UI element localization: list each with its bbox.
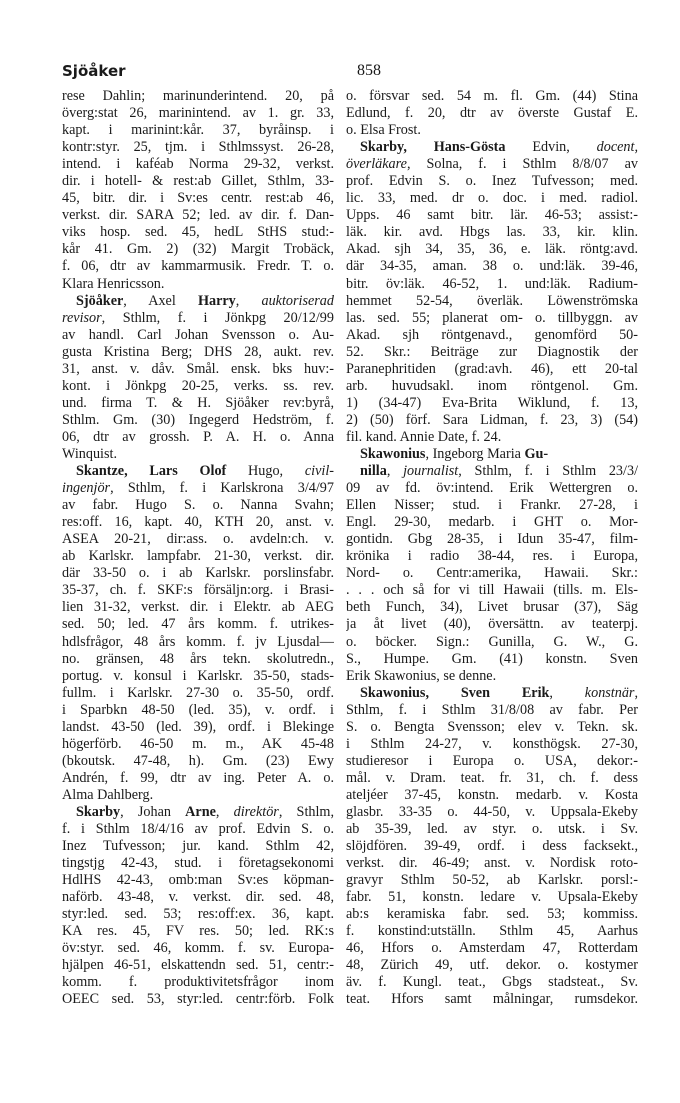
text-run: intend. i kaféab Norma 29-32, verkst. bbox=[62, 156, 334, 173]
text-run: , bbox=[215, 803, 234, 820]
text-line bbox=[62, 991, 334, 1008]
text-run: o. böcker. Sign.: Gunilla, G. W., G. bbox=[346, 633, 638, 650]
entry-heading-line bbox=[346, 446, 638, 463]
text-run: där 33-50 o. i ab Karlskr. porslinsfabr. bbox=[62, 565, 334, 582]
text-line bbox=[346, 855, 638, 872]
text-run: fabr. 51, konstn. ledare v. Upsala-Ekeby bbox=[346, 889, 638, 906]
text-line bbox=[62, 923, 334, 940]
text-run: ja åt livet (40), översättn. av teaterpj. bbox=[346, 616, 638, 633]
text-line bbox=[346, 122, 638, 139]
text-run: lien 31-32, verkst. dir. i Elektr. ab AEG bbox=[62, 599, 334, 616]
text-run: av handl. Carl Johan Svensson o. Au- bbox=[62, 326, 334, 343]
text-run: 35-37, ch. f. SKF:s försäljn:org. i Brasi- bbox=[62, 582, 334, 599]
text-line bbox=[346, 804, 638, 821]
text-run: , bbox=[235, 292, 262, 309]
page-number: 858 bbox=[357, 62, 381, 79]
text-line bbox=[62, 651, 334, 668]
text-run: Inez Tufvesson; jur. kand. Sthlm 42, bbox=[62, 838, 334, 855]
text-run: , Sthlm, f. i Jönkpg 20/12/99 bbox=[101, 309, 334, 326]
entry-name: Gu- bbox=[524, 445, 549, 462]
text-line bbox=[346, 412, 638, 429]
text-line bbox=[62, 190, 334, 207]
entry-name: Skarby, Hans-Gösta bbox=[360, 139, 506, 156]
entry-name: Skawonius bbox=[360, 445, 426, 462]
text-run: Engl. 29-30, medarb. i GHT o. Mor- bbox=[346, 514, 638, 531]
text-run: överg:stat 26, marinintend. av 1. gr. 33, bbox=[62, 105, 334, 122]
text-run: Akad. sjh röntgenavd., genomförd 50- bbox=[346, 326, 638, 343]
text-line bbox=[346, 923, 638, 940]
text-run: gusta Kristina Berg; DHS 28, aukt. rev. bbox=[62, 343, 334, 360]
text-line bbox=[62, 497, 334, 514]
text-line bbox=[346, 395, 638, 412]
text-line bbox=[346, 258, 638, 275]
text-line bbox=[346, 310, 638, 327]
text-run: 52. Skr.: Beiträge zur Diagnostik der bbox=[346, 343, 638, 360]
running-head: Sjöåker bbox=[62, 62, 126, 80]
occupation: civil- bbox=[304, 463, 334, 480]
text-run: Erik Skawonius, se denne. bbox=[346, 667, 497, 684]
text-line bbox=[62, 207, 334, 224]
text-run: 48, Zürich 49, utf. dekor. o. kostymer bbox=[346, 957, 638, 974]
text-run: lic. 33, med. dr o. doc. i med. radiol. bbox=[346, 190, 638, 207]
occupation: docent, bbox=[596, 139, 638, 156]
text-run: hjälpen 46-51, elskattendn sed. 51, centr:- bbox=[62, 957, 334, 974]
text-line bbox=[62, 872, 334, 889]
text-run: kont. i Jönkpg 20-25, verks. ss. rev. bbox=[62, 377, 334, 394]
text-run: krönika i radio 38-44, res. i Europa, bbox=[346, 548, 638, 565]
text-line bbox=[62, 940, 334, 957]
text-line bbox=[62, 787, 334, 804]
text-run: (bkoutsk. 47-48, h). Gm. (23) Ewy bbox=[62, 752, 334, 769]
text-line bbox=[62, 702, 334, 719]
text-line bbox=[346, 753, 638, 770]
text-line bbox=[346, 531, 638, 548]
text-run: 45, bitr. dir. i Sv:es centr. rest:ab 46, bbox=[62, 190, 334, 207]
text-run: f. i Sthlm 18/4/16 av prof. Edvin S. o. bbox=[62, 821, 334, 838]
text-line bbox=[346, 156, 638, 173]
text-line bbox=[346, 821, 638, 838]
text-line bbox=[62, 258, 334, 275]
text-run: HdlHS 42-43, omb:man Sv:es köpman- bbox=[62, 872, 334, 889]
text-line bbox=[346, 889, 638, 906]
text-line bbox=[62, 378, 334, 395]
text-run: OEEC sed. 53, styr:led. centr:förb. Folk bbox=[62, 991, 334, 1008]
text-line bbox=[62, 276, 334, 293]
text-run: gravyr Sthlm 50-52, ab Karlskr. porsl:- bbox=[346, 872, 638, 889]
text-run: 06, dtr av grossh. P. A. H. o. Anna bbox=[62, 428, 334, 445]
text-run: Ellen Nisser; stud. i Frankr. 27-28, i bbox=[346, 497, 638, 514]
text-line bbox=[346, 361, 638, 378]
text-run: ab:s keramiska fabr. sed. 53; kommiss. bbox=[346, 906, 638, 923]
text-run: där 34-35, aman. 38 o. und:läk. 39-46, bbox=[346, 258, 638, 275]
text-line bbox=[346, 480, 638, 497]
text-line bbox=[62, 599, 334, 616]
text-run: 31, anst. v. dåv. Smål. ensk. bks huv:- bbox=[62, 360, 334, 377]
text-line bbox=[62, 105, 334, 122]
text-run: 46, Hfors o. Amsterdam 47, Rotterdam bbox=[346, 940, 638, 957]
text-run: ASEA 20-21, dir:ass. o. avdeln:ch. v. bbox=[62, 531, 334, 548]
occupation: journalist bbox=[403, 463, 459, 480]
text-run: kapt. i marinint:kår. 37, byråinsp. i bbox=[62, 122, 334, 139]
text-line bbox=[346, 327, 638, 344]
text-run: tingstjg 42-43, stud. i företagsekonomi bbox=[62, 855, 334, 872]
text-line bbox=[62, 395, 334, 412]
text-line bbox=[62, 736, 334, 753]
occupation: revisor bbox=[62, 309, 102, 326]
entry-name: Skawonius, Sven Erik bbox=[360, 684, 550, 701]
text-run: , Ingeborg Maria bbox=[425, 445, 525, 462]
text-run: slöjdfören. 39-49, ordf. i dess facksekt., bbox=[346, 838, 638, 855]
text-run: , Axel bbox=[123, 292, 198, 309]
text-line bbox=[346, 991, 638, 1008]
text-run: hemmet 52-54, överläk. Löwenströmska bbox=[346, 292, 638, 309]
text-line bbox=[346, 548, 638, 565]
text-line bbox=[346, 872, 638, 889]
text-line bbox=[346, 599, 638, 616]
text-run: , Sthlm, bbox=[278, 803, 334, 820]
text-line bbox=[62, 974, 334, 991]
text-line bbox=[62, 173, 334, 190]
entry-name: Skarby bbox=[76, 803, 121, 820]
text-run: Edvin, bbox=[505, 139, 597, 156]
text-run: Akad. sjh 34, 35, 36, e. läk. röntg:avd. bbox=[346, 241, 638, 258]
text-line bbox=[346, 719, 638, 736]
text-line bbox=[346, 429, 638, 446]
text-run: 09 av fd. öv:intend. Erik Wettergren o. bbox=[346, 480, 638, 497]
text-line bbox=[62, 241, 334, 258]
text-line bbox=[62, 156, 334, 173]
text-line bbox=[346, 173, 638, 190]
text-run: und. firma T. & H. Sjöåker rev:byrå, bbox=[62, 394, 334, 411]
text-run: res:off. 16, kapt. 40, KTH 20, anst. v. bbox=[62, 514, 334, 531]
text-run: landst. 43-50 (led. 39), ordf. i Blekinge bbox=[62, 718, 334, 735]
text-run: Hugo, bbox=[226, 463, 305, 480]
text-run: , Sthlm, f. i Sthlm 23/3/ bbox=[458, 463, 638, 480]
text-run: , bbox=[634, 684, 638, 701]
text-run: las. sed. 55; planerat om- o. tillbyggn. av bbox=[346, 309, 638, 326]
text-run: Sthlm, f. i Sthlm 31/8/08 av fabr. Per bbox=[346, 701, 638, 718]
text-line bbox=[62, 821, 334, 838]
text-line bbox=[346, 293, 638, 310]
text-run: S. o. Bengta Svensson; elev v. Tekn. sk. bbox=[346, 718, 638, 735]
text-run: studieresor i Europa o. USA, dekor:- bbox=[346, 752, 638, 769]
entry-heading-line bbox=[62, 463, 334, 480]
entry-heading-line bbox=[346, 463, 638, 480]
entry-name: Harry bbox=[197, 292, 236, 309]
text-run: öv:styr. sed. 46, komm. f. sv. Europa- bbox=[62, 940, 334, 957]
text-line bbox=[346, 207, 638, 224]
entry-name: Arne bbox=[185, 803, 216, 820]
text-run: Sthlm. Gm. (30) Ingegerd Hedström, f. bbox=[62, 411, 334, 428]
text-line bbox=[62, 429, 334, 446]
text-run: av fabr. Hugo S. o. Nanna Svahn; bbox=[62, 497, 334, 514]
text-run: , Johan bbox=[120, 803, 186, 820]
entry-name: Sjöåker bbox=[76, 292, 124, 309]
text-run: i Sparbkn 48-50 (led. 35), v. ordf. i bbox=[62, 701, 334, 718]
text-run: viks hosp. sed. 45, hedL StHS stud:- bbox=[62, 224, 334, 241]
text-line bbox=[62, 855, 334, 872]
text-run: arb. huvudsakl. inom röntgenol. Gm. bbox=[346, 377, 638, 394]
text-line bbox=[62, 310, 334, 327]
text-line bbox=[346, 736, 638, 753]
text-line bbox=[62, 838, 334, 855]
text-run: glasbr. 33-35 o. 44-50, v. Uppsala-Ekeby bbox=[346, 803, 638, 820]
occupation: auktoriserad bbox=[261, 292, 334, 309]
text-line bbox=[346, 224, 638, 241]
text-run: no. gränsen, 48 års tekn. skolutredn., bbox=[62, 650, 334, 667]
entry-heading-line bbox=[346, 139, 638, 156]
text-line bbox=[346, 378, 638, 395]
text-run: ateljéer 37-45, konstn. medarb. v. Kosta bbox=[346, 786, 638, 803]
text-line bbox=[62, 957, 334, 974]
text-run: 2) (50) förf. Sara Lidman, f. 23, 3) (54) bbox=[346, 411, 638, 428]
text-run: fullm. i Karlskr. 27-30 o. 35-50, ordf. bbox=[62, 684, 334, 701]
text-run: Winquist. bbox=[62, 445, 117, 462]
text-line bbox=[346, 514, 638, 531]
text-line bbox=[62, 548, 334, 565]
text-line bbox=[346, 838, 638, 855]
text-column-right bbox=[346, 88, 638, 1009]
text-line bbox=[62, 685, 334, 702]
text-run: naförb. 43-48, v. verkst. dir. sed. 48, bbox=[62, 889, 334, 906]
text-line bbox=[62, 668, 334, 685]
text-line bbox=[346, 906, 638, 923]
text-run: f. 06, dtr av kammarmusik. Fredr. T. o. bbox=[62, 258, 334, 275]
text-line bbox=[62, 224, 334, 241]
text-line bbox=[62, 361, 334, 378]
text-run: , Sthlm, f. i Karlskrona 3/4/97 bbox=[110, 480, 334, 497]
entry-name: nilla bbox=[360, 463, 387, 480]
text-run: verkst. dir. 46-49; anst. v. Nordisk roto- bbox=[346, 855, 638, 872]
text-run: Edlund, f. 20, dtr av överste Gustaf E. bbox=[346, 105, 638, 122]
text-run: , Solna, f. i Sthlm 8/8/07 av bbox=[406, 156, 638, 173]
occupation: direktör bbox=[233, 803, 279, 820]
text-run: läk. kir. avd. Hbgs las. 33, kir. klin. bbox=[346, 224, 638, 241]
text-line bbox=[346, 565, 638, 582]
text-run: högerförb. 46-50 m. m., AK 45-48 bbox=[62, 735, 334, 752]
text-line bbox=[62, 770, 334, 787]
text-line bbox=[346, 940, 638, 957]
text-line bbox=[62, 565, 334, 582]
entry-heading-line bbox=[346, 685, 638, 702]
text-line bbox=[346, 276, 638, 293]
occupation: överläkare bbox=[346, 156, 407, 173]
text-run: bitr. öv:läk. 46-52, 1. und:läk. Radium- bbox=[346, 275, 638, 292]
text-run: rese Dahlin; marinunderintend. 20, på bbox=[62, 88, 334, 104]
text-line bbox=[62, 753, 334, 770]
text-run: Klara Henricsson. bbox=[62, 275, 165, 292]
text-line bbox=[62, 582, 334, 599]
text-line bbox=[346, 787, 638, 804]
text-run: KA res. 45, FV res. 50; led. RK:s bbox=[62, 923, 334, 940]
text-run: , bbox=[549, 684, 585, 701]
text-line bbox=[62, 889, 334, 906]
text-run: äv. f. Kungl. teat., Gbgs stadsteat., Sv. bbox=[346, 974, 638, 991]
text-run: portug. v. konsul i Karlskr. 35-50, stads- bbox=[62, 667, 334, 684]
text-run: kår 41. Gm. 2) (32) Margit Trobäck, bbox=[62, 241, 334, 258]
text-line bbox=[62, 327, 334, 344]
text-run: f. konstind:utställn. Sthlm 45, Aarhus bbox=[346, 923, 638, 940]
text-run: Paranephritiden (grad:avh. 46), ett 20-tal bbox=[346, 360, 638, 377]
text-run: verkst. dir. SARA 52; led. av dir. f. Dan- bbox=[62, 207, 334, 224]
entry-heading-line bbox=[62, 804, 334, 821]
text-run: o. försvar sed. 54 m. fl. Gm. (44) Stina bbox=[346, 88, 638, 104]
text-line bbox=[346, 105, 638, 122]
text-line bbox=[62, 719, 334, 736]
text-line bbox=[346, 497, 638, 514]
text-run: teat. Hfors samt målningar, rumsdekor. bbox=[346, 991, 638, 1008]
text-run: . . . och så for vi till Hawaii (tills. m. Els- bbox=[346, 582, 638, 599]
text-line bbox=[62, 531, 334, 548]
text-line bbox=[62, 616, 334, 633]
text-line bbox=[346, 651, 638, 668]
text-line bbox=[62, 122, 334, 139]
text-run: , bbox=[386, 463, 404, 480]
text-line bbox=[62, 480, 334, 497]
text-line bbox=[346, 770, 638, 787]
text-line bbox=[346, 190, 638, 207]
text-run: o. Elsa Frost. bbox=[346, 122, 421, 139]
text-run: dir. i hotell- & rest:ab Gillet, Sthlm, 33- bbox=[62, 173, 334, 190]
text-line bbox=[346, 974, 638, 991]
occupation: ingenjör bbox=[62, 480, 111, 497]
text-line bbox=[62, 514, 334, 531]
text-run: mål. v. Dram. teat. fr. 31, ch. f. dess bbox=[346, 769, 638, 786]
text-run: sed. 50; led. 47 års komm. f. utrikes- bbox=[62, 616, 334, 633]
text-line bbox=[346, 634, 638, 651]
text-column-left bbox=[62, 88, 334, 1009]
text-run: kontr:styr. 25, tjm. i Sthlmssyst. 26-28, bbox=[62, 139, 334, 156]
occupation: konstnär bbox=[584, 684, 635, 701]
text-line bbox=[346, 616, 638, 633]
text-line bbox=[346, 88, 638, 105]
text-run: Alma Dahlberg. bbox=[62, 786, 154, 803]
text-line bbox=[62, 446, 334, 463]
text-line bbox=[62, 634, 334, 651]
text-run: i Sthlm 24-27, v. konsthögsk. 27-30, bbox=[346, 735, 638, 752]
text-line bbox=[62, 412, 334, 429]
text-run: ab 35-39, led. av styr. o. utsk. i Sv. bbox=[346, 821, 638, 838]
text-line bbox=[346, 241, 638, 258]
text-run: S., Humpe. Gm. (41) konstn. Sven bbox=[346, 650, 638, 667]
text-run: 1) (34-47) Eva-Brita Wiklund, f. 13, bbox=[346, 394, 638, 411]
text-line bbox=[346, 344, 638, 361]
text-line bbox=[346, 702, 638, 719]
text-line bbox=[62, 88, 334, 105]
text-line bbox=[346, 957, 638, 974]
text-line bbox=[62, 344, 334, 361]
text-line bbox=[62, 906, 334, 923]
text-run: komm. f. produktivitetsfrågor inom bbox=[62, 974, 334, 991]
text-run: prof. Edvin S. o. Inez Tufvesson; med. bbox=[346, 173, 638, 190]
entry-name: Skantze, Lars Olof bbox=[76, 463, 227, 480]
text-line bbox=[62, 139, 334, 156]
text-run: Upps. 46 samt bitr. lär. 46-53; assist:- bbox=[346, 207, 638, 224]
text-run: fil. kand. Annie Date, f. 24. bbox=[346, 428, 502, 445]
text-run: hdlsfrågor, 48 års komm. f. jv Ljusdal— bbox=[62, 633, 334, 650]
text-run: Nord- o. Centr:amerika, Hawaii. Skr.: bbox=[346, 565, 638, 582]
text-run: beth Funch, 34), Livet brusar (37), Säg bbox=[346, 599, 638, 616]
text-line bbox=[346, 668, 638, 685]
text-run: styr:led. sed. 53; res:off:ex. 36, kapt. bbox=[62, 906, 334, 923]
entry-heading-line bbox=[62, 293, 334, 310]
text-run: ab Karlskr. lampfabr. 21-30, verkst. dir. bbox=[62, 548, 334, 565]
text-line bbox=[346, 582, 638, 599]
text-run: Andrén, f. 99, dtr av ing. Peter A. o. bbox=[62, 769, 334, 786]
text-run: gontidn. Gbg 28-35, i Idun 35-47, film- bbox=[346, 531, 638, 548]
